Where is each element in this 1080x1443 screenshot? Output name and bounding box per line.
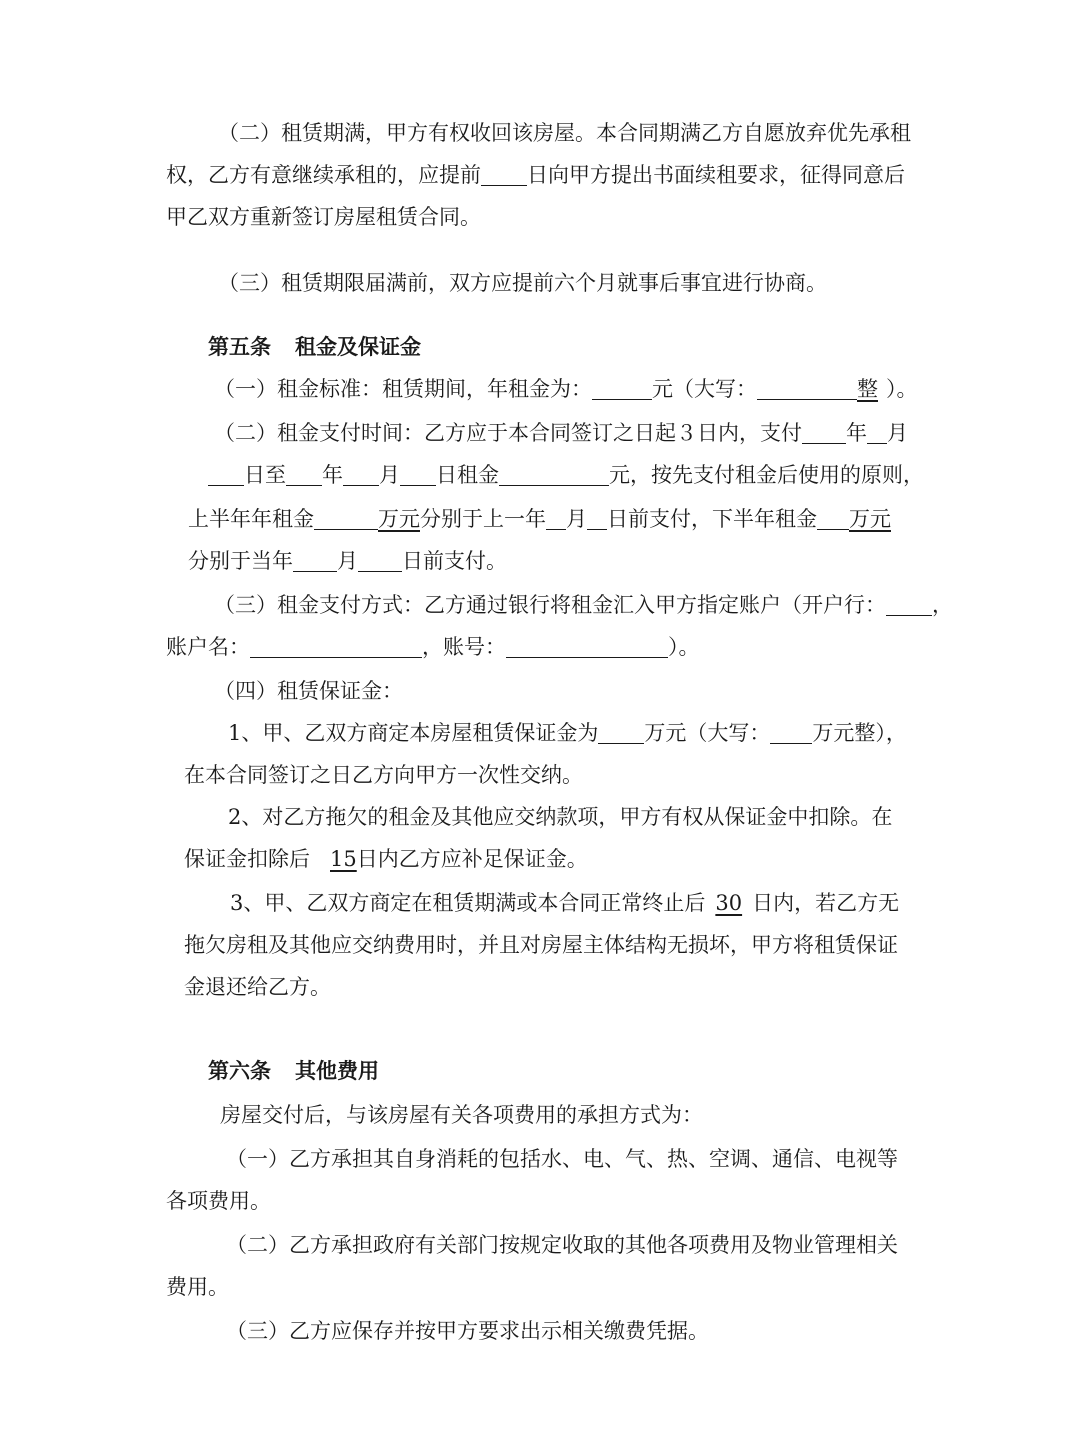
paragraph-line: （二）乙方承担政府有关部门按规定收取的其他各项费用及物业管理相关	[226, 1233, 898, 1257]
paragraph-line: 各项费用。	[166, 1189, 271, 1213]
paragraph-line: 1、甲、乙双方商定本房屋租赁保证金为 万元（大写： 万元整），	[228, 721, 907, 745]
paragraph-line: 日至 年 月 日租金 元，按先支付租金后使用的原则，	[208, 460, 924, 490]
paragraph-line: （三）乙方应保存并按甲方要求出示相关缴费凭据。	[226, 1319, 709, 1343]
paragraph-line: （二）租金支付时间：乙方应于本合同签订之日起３日内，支付 年 月	[214, 421, 908, 445]
section-heading: 第五条 租金及保证金	[208, 334, 421, 359]
paragraph-line: 房屋交付后，与该房屋有关各项费用的承担方式为：	[220, 1103, 703, 1127]
paragraph-line: （三）租赁期限届满前，双方应提前六个月就事后事宜进行协商。	[218, 271, 827, 295]
paragraph-line: 金退还给乙方。	[184, 975, 331, 999]
section-heading: 第六条 其他费用	[208, 1058, 379, 1083]
paragraph-line: 保证金扣除后 15日内乙方应补足保证金。	[184, 847, 588, 871]
paragraph-line: 3、甲、乙双方商定在租赁期满或本合同正常终止后 30 日内，若乙方无	[230, 891, 900, 915]
paragraph-line: 分别于当年 月 日前支付。	[188, 549, 507, 573]
paragraph-line: 甲乙双方重新签订房屋租赁合同。	[166, 205, 481, 229]
paragraph-line: 2、对乙方拖欠的租金及其他应交纳款项，甲方有权从保证金中扣除。在	[228, 805, 893, 829]
paragraph-line: 上半年年租金 万元分别于上一年 月 日前支付，下半年租金 万元	[188, 507, 891, 531]
paragraph-line: （四）租赁保证金：	[214, 679, 403, 703]
paragraph-line: （一）租金标准：租赁期间，年租金为： 元（大写： 整 ）。	[214, 377, 918, 401]
paragraph-line: 账户名： ，账号： ）。	[166, 635, 700, 659]
paragraph-line: 费用。	[166, 1275, 229, 1299]
paragraph-line: 在本合同签订之日乙方向甲方一次性交纳。	[184, 763, 583, 787]
paragraph-line: 权，乙方有意继续承租的，应提前 日向甲方提出书面续租要求，征得同意后	[166, 163, 905, 187]
paragraph-line: （一）乙方承担其自身消耗的包括水、电、气、热、空调、通信、电视等	[226, 1147, 898, 1171]
paragraph-line: 拖欠房租及其他应交纳费用时，并且对房屋主体结构无损坏，甲方将租赁保证	[184, 933, 898, 957]
paragraph-line: （三）租金支付方式：乙方通过银行将租金汇入甲方指定账户（开户行： ，	[214, 593, 953, 617]
paragraph-line: （二）租赁期满，甲方有权收回该房屋。本合同期满乙方自愿放弃优先承租	[218, 121, 911, 145]
